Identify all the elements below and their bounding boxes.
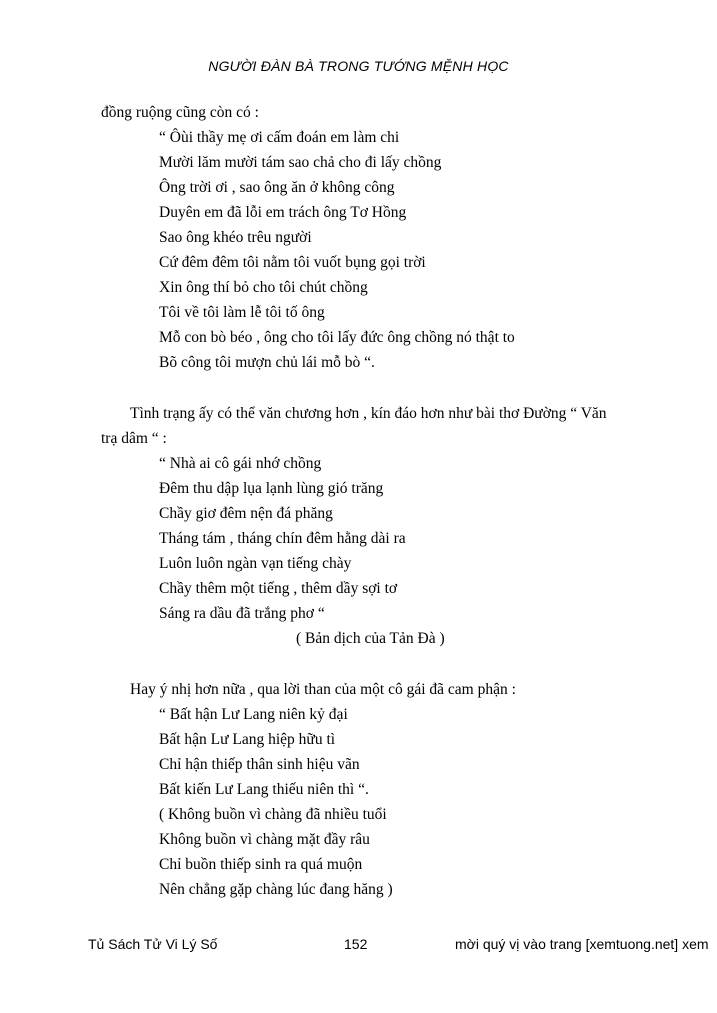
poem-line: Tôi về tôi làm lễ tôi tố ông	[159, 304, 325, 321]
poem-line: “ Ôùi thầy mẹ ơi cấm đoán em làm chi	[159, 129, 400, 146]
poem-line: Chầy giơ đêm nện đá phăng	[159, 505, 333, 522]
poem-line: Chỉ buồn thiếp sinh ra quá muộn	[159, 856, 363, 873]
footer-series-title: Tủ Sách Tử Vi Lý Số	[88, 936, 218, 952]
poem-line: Chỉ hận thiếp thân sinh hiệu vãn	[159, 756, 360, 773]
poem-line: Đêm thu dập lụa lạnh lùng gió trăng	[159, 480, 384, 497]
translation-credit: ( Bản dịch của Tản Đà )	[296, 630, 445, 647]
poem-line: Luôn luôn ngàn vạn tiếng chày	[159, 555, 352, 572]
poem-line: ( Không buồn vì chàng đã nhiều tuổi	[159, 806, 387, 823]
paragraph-line: Tình trạng ấy có thể văn chương hơn , kín đáo hơn như bài thơ Đường “ Văn	[130, 405, 607, 422]
poem-line: Duyên em đã lỗi em trách ông Tơ Hồng	[159, 204, 407, 221]
poem-line: Cứ đêm đêm tôi nằm tôi vuốt bụng gọi trời	[159, 254, 426, 271]
footer-website-note: mời quý vị vào trang [xemtuong.net] xem	[455, 936, 709, 952]
poem-line: Nên chẳng gặp chàng lúc đang hăng )	[159, 881, 393, 898]
poem-line: Mỗ con bò béo , ông cho tôi lấy đức ông chồng nó thật to	[159, 329, 515, 346]
poem-line: Bõ công tôi mượn chủ lái mỗ bò “.	[159, 354, 375, 371]
running-header: NGƯỜI ĐÀN BÀ TRONG TƯỚNG MỆNH HỌC	[208, 58, 509, 74]
paragraph-line: Hay ý nhị hơn nữa , qua lời than của một cô gái đã cam phận :	[130, 681, 516, 698]
poem-line: Chầy thêm một tiếng , thêm dầy sợi tơ	[159, 580, 398, 597]
poem-line: “ Bất hận Lư Lang niên kỷ đại	[159, 706, 348, 723]
poem-line: Sao ông khéo trêu người	[159, 229, 312, 246]
poem-line: Ông trời ơi , sao ông ăn ở không công	[159, 179, 395, 196]
page-number: 152	[344, 936, 368, 952]
poem-line: Xin ông thí bỏ cho tôi chút chồng	[159, 279, 368, 296]
page-footer	[0, 936, 717, 956]
poem-line: Mười lăm mười tám sao chả cho đi lấy chồng	[159, 154, 442, 171]
poem-line: “ Nhà ai cô gái nhớ chồng	[159, 455, 322, 472]
paragraph-line: trạ dâm “ :	[101, 430, 167, 447]
poem-line: Bất kiến Lư Lang thiếu niên thì “.	[159, 781, 369, 798]
poem-line: Bất hận Lư Lang hiệp hữu tì	[159, 731, 336, 748]
intro-line: đồng ruộng cũng còn có :	[101, 104, 259, 121]
poem-line: Không buồn vì chàng mặt đầy râu	[159, 831, 370, 848]
poem-line: Sáng ra dầu đã trắng phơ “	[159, 605, 325, 622]
poem-line: Tháng tám , tháng chín đêm hằng dài ra	[159, 530, 406, 547]
